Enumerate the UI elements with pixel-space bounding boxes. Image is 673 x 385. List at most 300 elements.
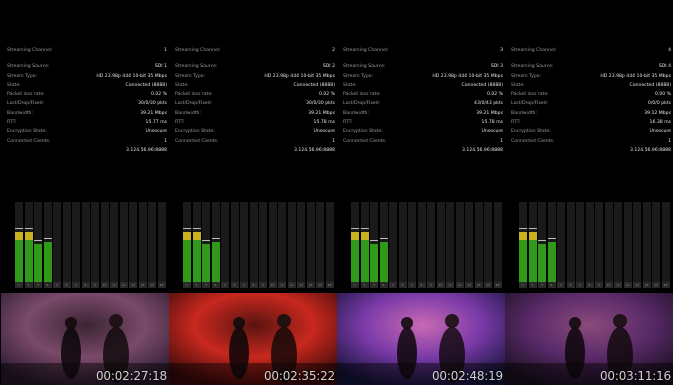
audio-meter (259, 202, 267, 282)
value-stream-type: HD 23.98p 444 10-bit 35 Mbps (264, 73, 335, 79)
meter-channel-label: 15 (148, 282, 156, 288)
label-rtt: RTT: (343, 120, 353, 126)
meter-channel-label: 15 (484, 282, 492, 288)
value-streaming-channel: 4 (668, 48, 671, 53)
audio-meter (158, 202, 166, 282)
audio-meter (548, 202, 556, 282)
meter-channel-label: 15 (316, 282, 324, 288)
audio-meter (519, 202, 527, 282)
meter-scale (511, 198, 519, 290)
channel-info-panel (343, 46, 503, 155)
audio-meter (120, 202, 128, 282)
row-client-address (343, 146, 503, 155)
audio-meter (389, 202, 397, 282)
label-streaming-source: Streaming Source: (7, 64, 50, 70)
label-streaming-channel: Streaming Channel: (511, 48, 557, 53)
meter-channel-label: 2 (25, 282, 33, 288)
audio-meters (175, 198, 335, 290)
audio-meter (129, 202, 137, 282)
label-streaming-channel: Streaming Channel: (175, 48, 221, 53)
meter-channel-label: 1 (183, 282, 191, 288)
value-connected-clients: 1 (668, 138, 671, 144)
meter-peak-hold (34, 240, 42, 241)
channel-column-2 (175, 0, 341, 385)
meter-level (212, 242, 220, 282)
value-connected-clients: 1 (500, 138, 503, 144)
audio-meter (44, 202, 52, 282)
label-encryption-state: Encryption State: (343, 129, 383, 135)
label-lost-drop-fixed: Lost/Drop/Fixed: (175, 101, 213, 107)
audio-meter (316, 202, 324, 282)
audio-meter (240, 202, 248, 282)
meter-channel-label: 8 (418, 282, 426, 288)
meter-peak-hold (183, 228, 191, 229)
meter-channel-label: 2 (529, 282, 537, 288)
row-rtt (175, 118, 335, 127)
meter-channel-label: 3 (202, 282, 210, 288)
value-state: Connected (8888) (461, 82, 503, 88)
meter-channel-label: 3 (34, 282, 42, 288)
meter-channel-label: 1 (351, 282, 359, 288)
meter-channel-label: 12 (456, 282, 464, 288)
row-stream-type (511, 72, 671, 81)
channel-info-panel (7, 46, 167, 155)
meter-peak (361, 232, 369, 240)
row-rtt (7, 118, 167, 127)
audio-meter (297, 202, 305, 282)
row-packet-loss (343, 90, 503, 99)
label-state: State: (343, 82, 357, 88)
value-bandwidth: 39.21 Mbps (308, 110, 335, 116)
label-rtt: RTT: (511, 120, 521, 126)
audio-meter (351, 202, 359, 282)
channel-column-4 (511, 0, 673, 385)
row-encryption-state (175, 127, 335, 136)
meter-level (538, 244, 546, 282)
row-streaming-channel (511, 46, 671, 55)
label-streaming-source: Streaming Source: (343, 64, 386, 70)
value-packet-loss: 0.02 % (150, 92, 167, 98)
meter-channel-label: 10 (605, 282, 613, 288)
meter-channel-label: 11 (278, 282, 286, 288)
value-streaming-source: SDI 3 (490, 64, 503, 70)
value-state: Connected (8888) (293, 82, 335, 88)
label-streaming-channel: Streaming Channel: (343, 48, 389, 53)
label-state: State: (7, 82, 21, 88)
meter-channel-label: 7 (72, 282, 80, 288)
value-connected-clients: 1 (332, 138, 335, 144)
audio-meter (250, 202, 258, 282)
meter-channel-label: 16 (662, 282, 670, 288)
meter-channel-label: 7 (240, 282, 248, 288)
audio-meter (72, 202, 80, 282)
row-connected-clients (343, 137, 503, 146)
meter-peak (15, 232, 23, 240)
meter-peak (529, 232, 537, 240)
timecode: 00:02:35:22 (263, 369, 335, 383)
label-packet-loss: Packet loss rate: (343, 92, 381, 98)
value-encryption-state: Unsecure (481, 129, 503, 135)
meter-channel-label: 16 (326, 282, 334, 288)
row-bandwidth (511, 109, 671, 118)
label-connected-clients: Connected Clients: (175, 138, 219, 144)
row-connected-clients (7, 137, 167, 146)
label-packet-loss: Packet loss rate: (175, 92, 213, 98)
value-lost-drop-fixed: 30/0/30 pkts (138, 101, 167, 107)
meter-channel-label: 7 (576, 282, 584, 288)
label-state: State: (175, 82, 189, 88)
audio-meter (456, 202, 464, 282)
audio-meter (53, 202, 61, 282)
meter-channel-label: 12 (288, 282, 296, 288)
meter-level (380, 242, 388, 282)
label-bandwidth: Bandwidth: (343, 110, 370, 116)
row-state (511, 81, 671, 90)
meter-channel-label: 5 (389, 282, 397, 288)
audio-meter (494, 202, 502, 282)
value-stream-type: HD 23.98p 444 10-bit 35 Mbps (96, 73, 167, 79)
value-rtt: 15.78 ms (313, 120, 335, 126)
meter-channel-label: 1 (15, 282, 23, 288)
meter-channel-label: 6 (63, 282, 71, 288)
value-rtt: 16.38 ms (649, 120, 671, 126)
value-lost-drop-fixed: 43/0/43 pkts (474, 101, 503, 107)
row-encryption-state (343, 127, 503, 136)
label-streaming-channel: Streaming Channel: (7, 48, 53, 53)
label-state: State: (511, 82, 525, 88)
channel-info-panel (511, 46, 671, 155)
meter-channel-label: 1 (519, 282, 527, 288)
value-packet-loss: 0.02 % (486, 92, 503, 98)
label-encryption-state: Encryption State: (175, 129, 215, 135)
audio-meter (605, 202, 613, 282)
audio-meter (183, 202, 191, 282)
value-packet-loss: 0.02 % (318, 92, 335, 98)
row-streaming-source (175, 62, 335, 71)
audio-meter (418, 202, 426, 282)
meter-channel-label: 14 (475, 282, 483, 288)
meter-channel-label: 16 (494, 282, 502, 288)
row-connected-clients (511, 137, 671, 146)
row-streaming-channel (343, 46, 503, 55)
audio-meter (101, 202, 109, 282)
meter-channel-label: 5 (557, 282, 565, 288)
value-client-address: 3.124.56.96:8888 (125, 147, 167, 153)
meter-channel-label: 14 (139, 282, 147, 288)
meter-channel-label: 11 (614, 282, 622, 288)
row-stream-type (7, 72, 167, 81)
meter-scale (343, 198, 351, 290)
audio-meter (307, 202, 315, 282)
audio-meter (110, 202, 118, 282)
meter-scale (175, 198, 183, 290)
row-packet-loss (175, 90, 335, 99)
row-connected-clients (175, 137, 335, 146)
meter-channel-label: 14 (307, 282, 315, 288)
label-connected-clients: Connected Clients: (343, 138, 387, 144)
row-client-address (7, 146, 167, 155)
audio-meter (25, 202, 33, 282)
meter-peak-hold (548, 238, 556, 239)
meter-channel-label: 5 (221, 282, 229, 288)
meter-channel-label: 14 (643, 282, 651, 288)
row-lost-drop-fixed (343, 99, 503, 108)
meter-channel-label: 3 (370, 282, 378, 288)
value-streaming-source: SDI 2 (322, 64, 335, 70)
audio-meter (139, 202, 147, 282)
meter-scale (7, 198, 15, 290)
meter-peak-hold (202, 240, 210, 241)
audio-meter (662, 202, 670, 282)
meter-peak-hold (193, 228, 201, 229)
value-streaming-channel: 2 (332, 48, 335, 53)
value-client-address: 3.124.56.96:8888 (461, 147, 503, 153)
label-rtt: RTT: (175, 120, 185, 126)
row-streaming-channel (175, 46, 335, 55)
audio-meter (465, 202, 473, 282)
row-encryption-state (511, 127, 671, 136)
value-lost-drop-fixed: 30/0/30 pkts (306, 101, 335, 107)
audio-meter (63, 202, 71, 282)
audio-meter (278, 202, 286, 282)
meter-peak-hold (212, 238, 220, 239)
audio-meter (484, 202, 492, 282)
video-thumbnail[interactable] (505, 293, 673, 385)
label-connected-clients: Connected Clients: (7, 138, 51, 144)
row-encryption-state (7, 127, 167, 136)
value-rtt: 15.78 ms (481, 120, 503, 126)
audio-meter (586, 202, 594, 282)
value-bandwidth: 39.12 Mbps (644, 110, 671, 116)
row-state (343, 81, 503, 90)
label-stream-type: Stream Type: (175, 73, 206, 79)
meter-channel-label: 9 (259, 282, 267, 288)
meter-peak-hold (380, 238, 388, 239)
meter-channel-label: 11 (110, 282, 118, 288)
meter-peak-hold (370, 240, 378, 241)
meter-channel-label: 15 (652, 282, 660, 288)
video-thumbnail[interactable] (1, 293, 171, 385)
value-streaming-source: SDI 1 (154, 64, 167, 70)
audio-meter (437, 202, 445, 282)
meter-level (548, 242, 556, 282)
meter-channel-label: 2 (361, 282, 369, 288)
row-lost-drop-fixed (7, 99, 167, 108)
meter-peak-hold (351, 228, 359, 229)
meter-channel-label: 3 (538, 282, 546, 288)
audio-meter (380, 202, 388, 282)
label-bandwidth: Bandwidth: (7, 110, 34, 116)
audio-meter (148, 202, 156, 282)
value-bandwidth: 39.21 Mbps (140, 110, 167, 116)
row-streaming-source (343, 62, 503, 71)
meter-channel-label: 12 (624, 282, 632, 288)
channel-column-1 (7, 0, 173, 385)
value-lost-drop-fixed: 0/0/0 pkts (647, 101, 671, 107)
value-client-address: 3.124.56.96:8888 (293, 147, 335, 153)
meter-channel-label: 4 (380, 282, 388, 288)
audio-meter (34, 202, 42, 282)
meter-channel-label: 10 (101, 282, 109, 288)
meter-peak-hold (529, 228, 537, 229)
audio-meter (91, 202, 99, 282)
row-stream-type (343, 72, 503, 81)
audio-meter (193, 202, 201, 282)
row-lost-drop-fixed (511, 99, 671, 108)
value-client-address: 3.124.56.96:8888 (629, 147, 671, 153)
value-stream-type: HD 23.98p 444 10-bit 35 Mbps (432, 73, 503, 79)
audio-meter (624, 202, 632, 282)
audio-meter (614, 202, 622, 282)
meter-channel-label: 8 (82, 282, 90, 288)
label-encryption-state: Encryption State: (7, 129, 47, 135)
audio-meter (408, 202, 416, 282)
audio-meters (7, 198, 167, 290)
meter-peak (183, 232, 191, 240)
meter-level (44, 242, 52, 282)
row-state (175, 81, 335, 90)
audio-meters (511, 198, 671, 290)
meter-channel-label: 6 (567, 282, 575, 288)
meter-peak (519, 232, 527, 240)
row-rtt (343, 118, 503, 127)
value-packet-loss: 0.00 % (654, 92, 671, 98)
audio-meter (326, 202, 334, 282)
label-lost-drop-fixed: Lost/Drop/Fixed: (511, 101, 549, 107)
row-lost-drop-fixed (175, 99, 335, 108)
meter-channel-label: 6 (231, 282, 239, 288)
label-stream-type: Stream Type: (343, 73, 374, 79)
audio-meter (212, 202, 220, 282)
audio-meter (557, 202, 565, 282)
audio-meter (633, 202, 641, 282)
meter-level (34, 244, 42, 282)
meter-level (370, 244, 378, 282)
value-stream-type: HD 23.98p 444 10-bit 35 Mbps (600, 73, 671, 79)
value-connected-clients: 1 (164, 138, 167, 144)
value-encryption-state: Unsecure (649, 129, 671, 135)
meter-channel-label: 9 (595, 282, 603, 288)
meter-peak (351, 232, 359, 240)
meter-channel-label: 4 (44, 282, 52, 288)
meter-channel-label: 8 (250, 282, 258, 288)
audio-meter (399, 202, 407, 282)
audio-meter (538, 202, 546, 282)
value-state: Connected (8888) (629, 82, 671, 88)
row-packet-loss (7, 90, 167, 99)
meter-channel-label: 6 (399, 282, 407, 288)
label-packet-loss: Packet loss rate: (7, 92, 45, 98)
value-rtt: 15.77 ms (145, 120, 167, 126)
meter-channel-label: 7 (408, 282, 416, 288)
meter-peak-hold (519, 228, 527, 229)
label-stream-type: Stream Type: (511, 73, 542, 79)
value-state: Connected (8888) (125, 82, 167, 88)
meter-channel-label: 5 (53, 282, 61, 288)
audio-meter (82, 202, 90, 282)
video-thumbnail[interactable] (337, 293, 507, 385)
meter-channel-label: 8 (586, 282, 594, 288)
audio-meter (370, 202, 378, 282)
row-client-address (511, 146, 671, 155)
meter-channel-label: 9 (427, 282, 435, 288)
row-bandwidth (175, 109, 335, 118)
row-bandwidth (343, 109, 503, 118)
multiview-screen (7, 0, 673, 385)
label-bandwidth: Bandwidth: (511, 110, 538, 116)
meter-channel-label: 9 (91, 282, 99, 288)
audio-meter (576, 202, 584, 282)
meter-peak-hold (538, 240, 546, 241)
meter-channel-label: 12 (120, 282, 128, 288)
meter-peak (25, 232, 33, 240)
meter-channel-label: 13 (465, 282, 473, 288)
audio-meter (446, 202, 454, 282)
meter-peak-hold (25, 228, 33, 229)
meter-channel-label: 13 (633, 282, 641, 288)
row-streaming-source (7, 62, 167, 71)
value-encryption-state: Unsecure (145, 129, 167, 135)
value-streaming-channel: 1 (164, 48, 167, 53)
label-encryption-state: Encryption State: (511, 129, 551, 135)
row-stream-type (175, 72, 335, 81)
label-stream-type: Stream Type: (7, 73, 38, 79)
audio-meter (595, 202, 603, 282)
row-packet-loss (511, 90, 671, 99)
meter-level (202, 244, 210, 282)
meter-channel-label: 4 (548, 282, 556, 288)
label-bandwidth: Bandwidth: (175, 110, 202, 116)
audio-meter (567, 202, 575, 282)
video-thumbnail[interactable] (169, 293, 339, 385)
audio-meter (202, 202, 210, 282)
channel-info-panel (175, 46, 335, 155)
meter-channel-label: 11 (446, 282, 454, 288)
label-packet-loss: Packet loss rate: (511, 92, 549, 98)
label-streaming-source: Streaming Source: (511, 64, 554, 70)
meter-channel-label: 13 (297, 282, 305, 288)
audio-meter (643, 202, 651, 282)
audio-meter (652, 202, 660, 282)
value-bandwidth: 39.21 Mbps (476, 110, 503, 116)
row-streaming-source (511, 62, 671, 71)
meter-channel-label: 13 (129, 282, 137, 288)
audio-meter (288, 202, 296, 282)
timecode: 00:02:48:19 (431, 369, 503, 383)
meter-channel-label: 10 (437, 282, 445, 288)
label-rtt: RTT: (7, 120, 17, 126)
audio-meter (529, 202, 537, 282)
row-client-address (175, 146, 335, 155)
meter-channel-label: 10 (269, 282, 277, 288)
row-rtt (511, 118, 671, 127)
audio-meter (221, 202, 229, 282)
row-bandwidth (7, 109, 167, 118)
meter-peak-hold (15, 228, 23, 229)
audio-meters (343, 198, 503, 290)
audio-meter (427, 202, 435, 282)
label-lost-drop-fixed: Lost/Drop/Fixed: (343, 101, 381, 107)
label-connected-clients: Connected Clients: (511, 138, 555, 144)
meter-channel-label: 4 (212, 282, 220, 288)
timecode: 00:03:11:16 (599, 369, 671, 383)
audio-meter (269, 202, 277, 282)
meter-channel-label: 2 (193, 282, 201, 288)
value-streaming-source: SDI 4 (658, 64, 671, 70)
row-state (7, 81, 167, 90)
label-lost-drop-fixed: Lost/Drop/Fixed: (7, 101, 45, 107)
timecode: 00:02:27:18 (95, 369, 167, 383)
